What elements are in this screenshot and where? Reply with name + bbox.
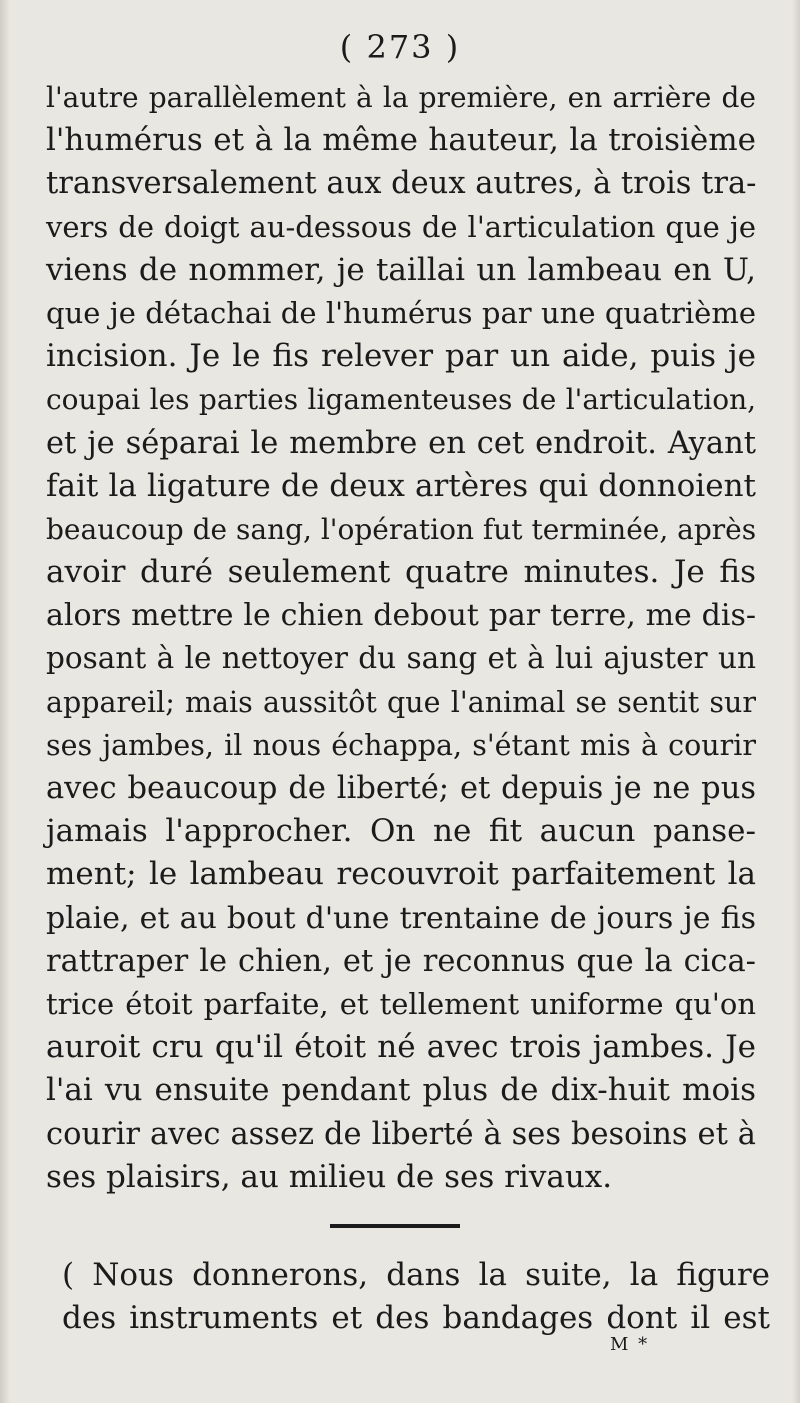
text-line: jamais l'approcher. On ne fit aucun panse-	[46, 813, 756, 850]
text-line: ses jambes, il nous échappa, s'étant mis à courir	[46, 728, 756, 762]
text-line: ses plaisirs, au milieu de ses rivaux.	[46, 1158, 613, 1195]
text-line: courir avec assez de liberté à ses besoins et à	[46, 1116, 756, 1152]
text-line: avoir duré seulement quatre minutes. Je fis	[46, 554, 756, 591]
text-line: transversalement aux deux autres, à trois tra-	[46, 166, 757, 202]
text-line: l'autre parallèlement à la première, en arrière de	[46, 81, 756, 114]
text-line: trice étoit parfaite, et tellement uniforme qu'on	[46, 986, 756, 1021]
text-line: l'humérus et à la même hauteur, la troisième	[46, 122, 756, 159]
text-line: viens de nommer, je taillai un lambeau en U,	[46, 251, 756, 288]
text-line: appareil; mais aussitôt que l'animal se sentit sur	[46, 685, 756, 719]
text-line: alors mettre le chien debout par terre, me dis-	[46, 598, 756, 634]
text-line: vers de doigt au-dessous de l'articulation que je	[46, 209, 756, 244]
text-line: l'ai vu ensuite pendant plus de dix-huit mois	[46, 1072, 756, 1109]
page-edge-left	[0, 0, 10, 1403]
signature-mark: M *	[610, 1334, 650, 1355]
text-line: plaie, et au bout d'une trentaine de jours je fis	[46, 900, 756, 936]
text-line: des instruments et des bandages dont il est	[62, 1300, 770, 1337]
text-line: beaucoup de sang, l'opération fut terminée, après	[46, 512, 757, 546]
text-line: incision. Je le fis relever par un aide, puis je	[46, 338, 756, 375]
section-divider	[330, 1224, 460, 1228]
page-edge-right	[792, 0, 800, 1403]
text-line: auroit cru qu'il étoit né avec trois jambes. Je	[46, 1029, 756, 1066]
text-line: et je séparai le membre en cet endroit. Ayant	[46, 425, 756, 461]
text-line: coupai les parties ligamenteuses de l'articulation,	[46, 383, 756, 417]
page-number-header: ( 273 )	[339, 28, 461, 66]
continuation-paragraph	[62, 1254, 770, 1340]
text-line: rattraper le chien, et je reconnus que la cica-	[46, 943, 756, 979]
text-line: que je détachai de l'humérus par une quatrième	[46, 295, 756, 330]
text-line: posant à le nettoyer du sang et à lui ajuster un	[46, 641, 756, 676]
text-line: ment; le lambeau recouvroit parfaitement la	[46, 856, 756, 893]
main-paragraph	[46, 76, 756, 1199]
text-line: avec beaucoup de liberté; et depuis je ne pus	[46, 771, 756, 806]
text-line: ( Nous donnerons, dans la suite, la figure	[62, 1257, 770, 1293]
text-line: fait la ligature de deux artères qui donnoient	[46, 467, 756, 504]
